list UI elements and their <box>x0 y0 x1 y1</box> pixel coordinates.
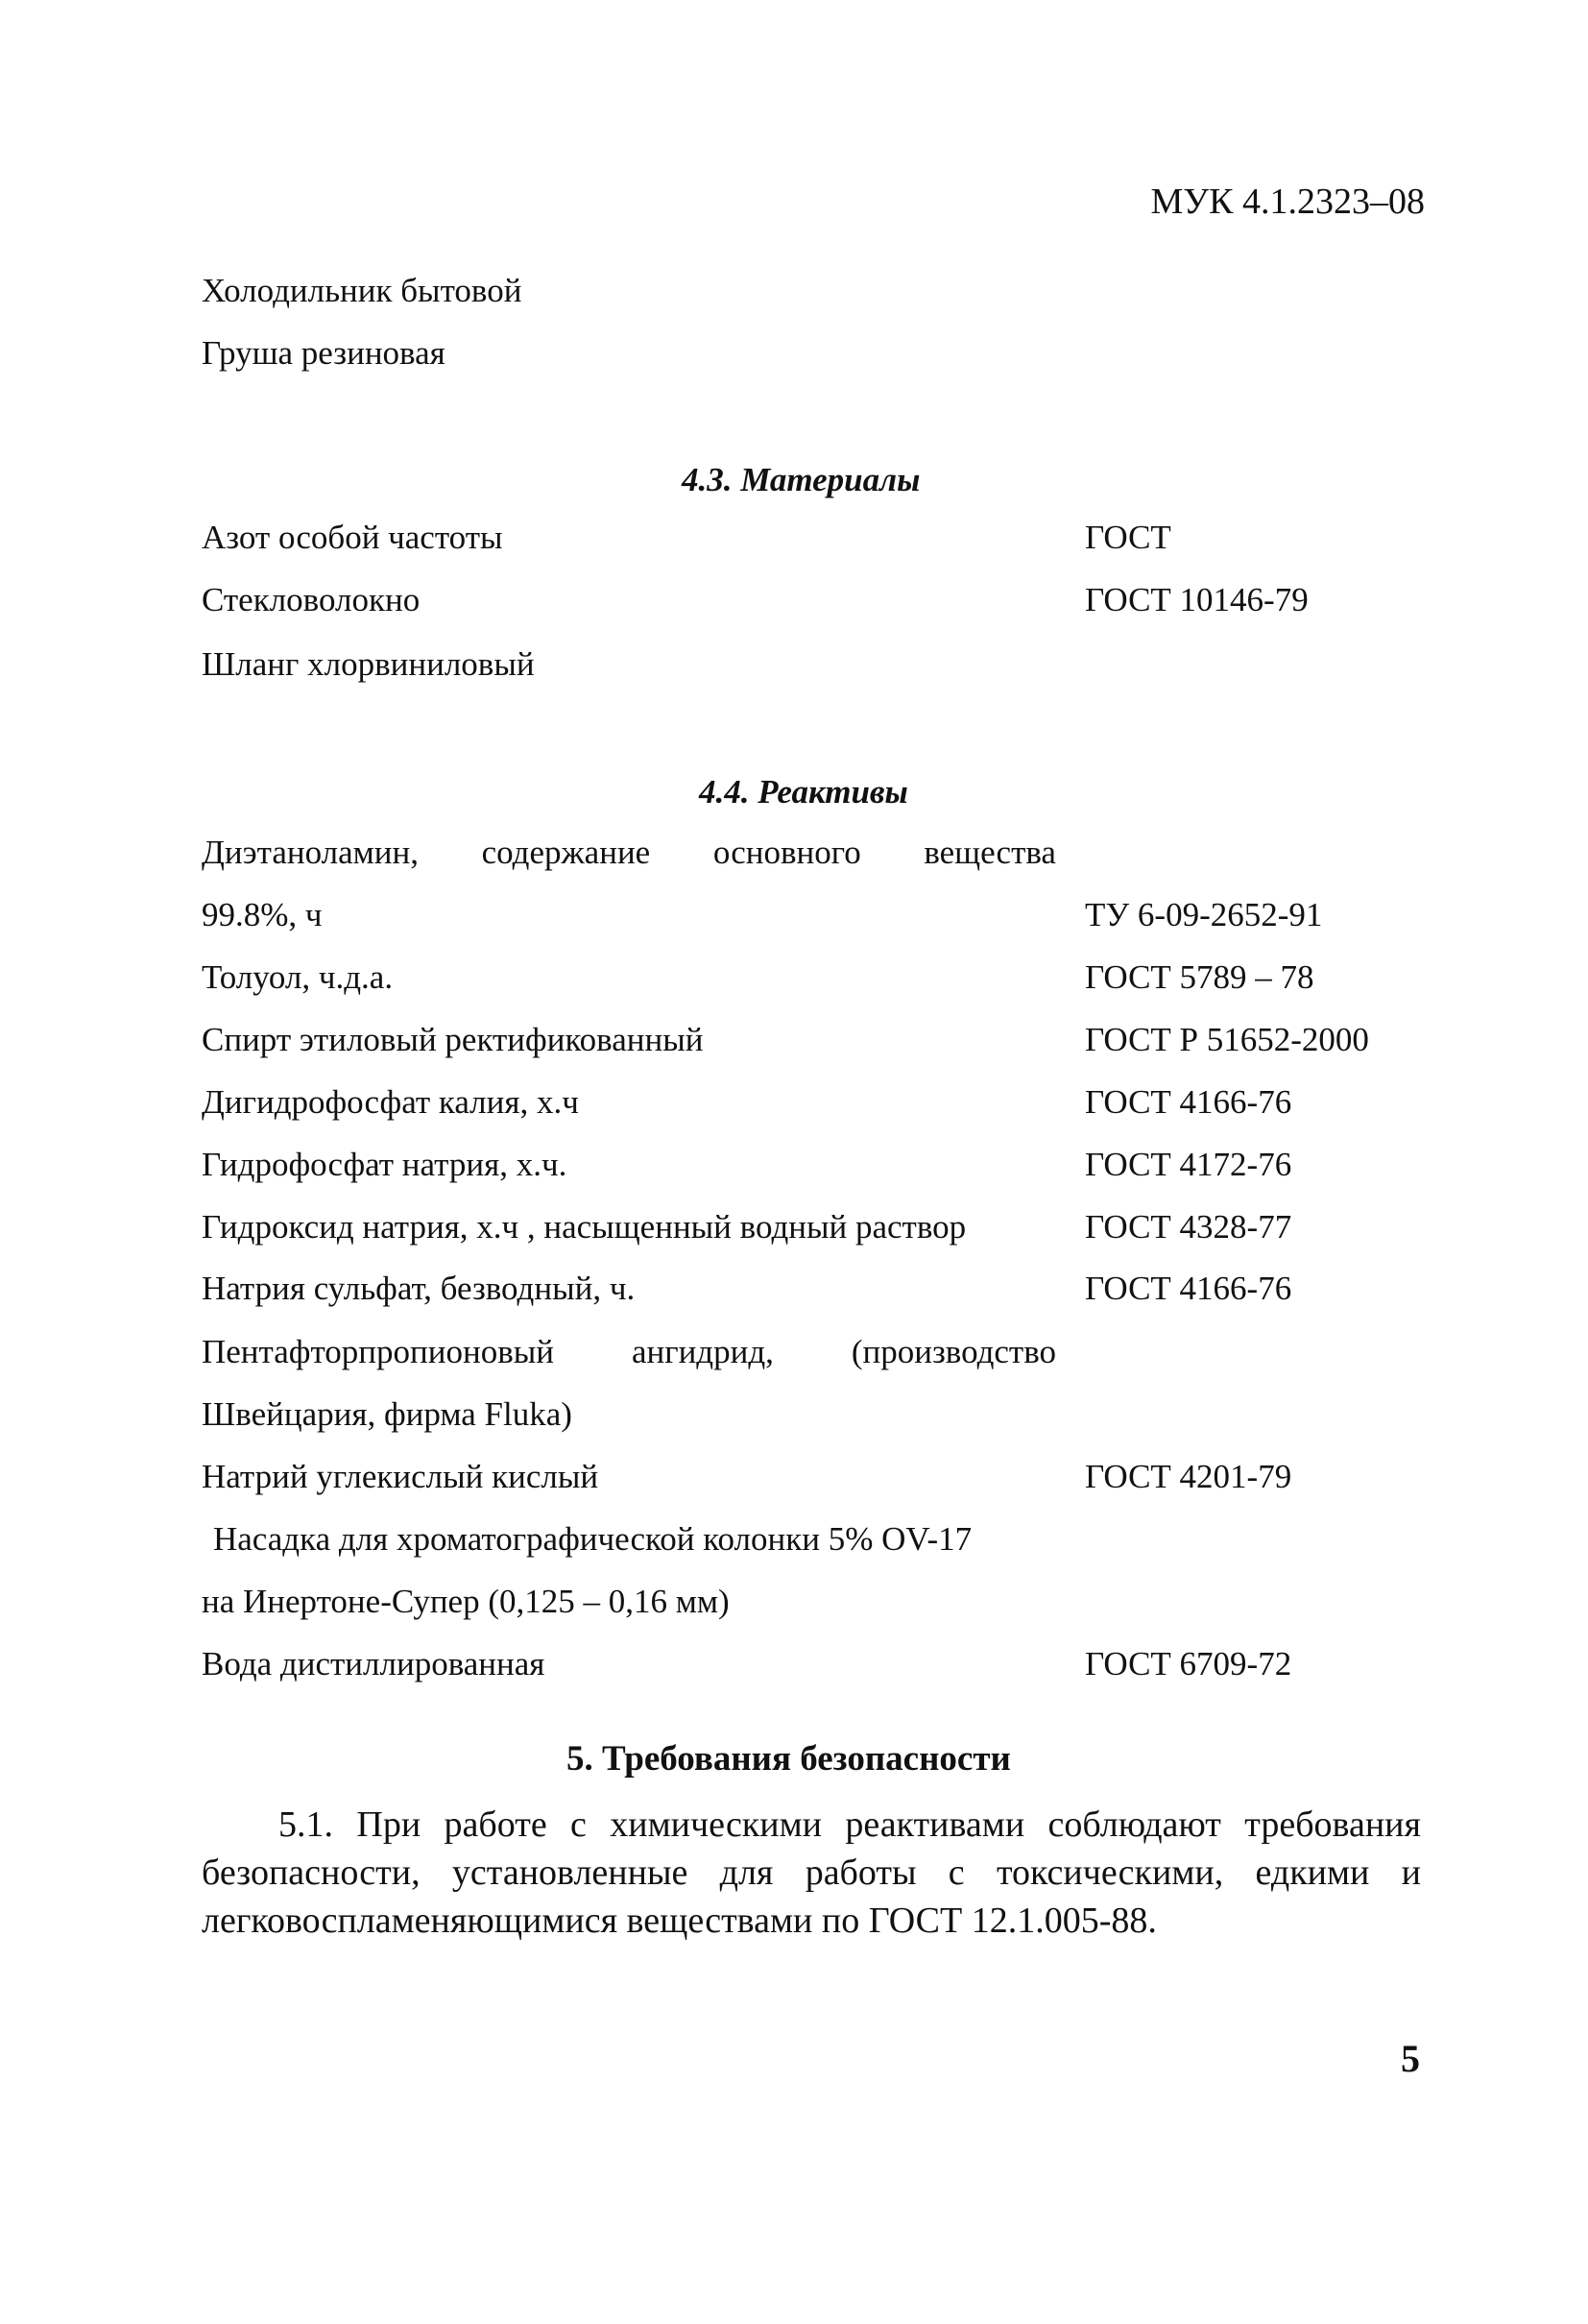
material-name: Азот особой частоты <box>202 519 503 556</box>
reagent-standard: ГОСТ 4166-76 <box>1085 1270 1292 1307</box>
word: вещества <box>924 834 1056 871</box>
safety-title: 5. Требования безопасности <box>566 1739 1011 1779</box>
reagent-name: Толуол, ч.д.а. <box>202 958 394 996</box>
material-standard: ГОСТ <box>1085 519 1171 556</box>
material-name: Стекловолокно <box>202 581 421 618</box>
reagent-diethanolamine-line <box>202 834 1056 872</box>
equipment-item: Холодильник бытовой <box>202 272 522 309</box>
word: содержание <box>481 834 651 871</box>
material-name: Шланг хлорвиниловый <box>202 645 535 683</box>
reagent-name: Насадка для хроматографической колонки 5% OV-17 <box>213 1520 973 1558</box>
word: (производство <box>851 1333 1056 1370</box>
reagent-name: Натрий углекислый кислый <box>202 1458 599 1495</box>
reagent-standard: ГОСТ Р 51652-2000 <box>1085 1021 1369 1058</box>
reagent-name: Спирт этиловый ректификованный <box>202 1021 704 1058</box>
reagent-name: Гидроксид натрия, х.ч , насыщенный водный раствор <box>202 1208 967 1246</box>
reagent-name: Гидрофосфат натрия, х.ч. <box>202 1146 567 1183</box>
equipment-item: Груша резиновая <box>202 334 445 372</box>
safety-line: легковоспламеняющимися веществами по ГОСТ 12.1.005-88. <box>202 1900 1157 1941</box>
materials-title: 4.3. Материалы <box>682 461 921 498</box>
reagent-name: Натрия сульфат, безводный, ч. <box>202 1270 636 1307</box>
word: Диэтаноламин, <box>202 834 420 871</box>
word: ангидрид, <box>631 1333 774 1370</box>
safety-paragraph <box>202 1801 1421 1945</box>
reagent-standard: ГОСТ 4201-79 <box>1085 1458 1292 1495</box>
reagent-pfp-line <box>202 1333 1056 1371</box>
reagents-title: 4.4. Реактивы <box>699 773 908 811</box>
page-number: 5 <box>1401 2037 1420 2080</box>
reagent-name-continued: 99.8%, ч <box>202 896 323 933</box>
reagent-standard: ТУ 6-09-2652-91 <box>1085 896 1323 933</box>
reagent-name-continued: на Инертоне-Супер (0,125 – 0,16 мм) <box>202 1583 730 1620</box>
word: Пентафторпропионовый <box>202 1333 555 1370</box>
reagent-standard: ГОСТ 5789 – 78 <box>1085 958 1314 996</box>
material-standard: ГОСТ 10146-79 <box>1085 581 1309 618</box>
reagent-standard: ГОСТ 4166-76 <box>1085 1083 1292 1121</box>
word: основного <box>712 834 861 871</box>
reagent-name-continued: Швейцария, фирма Fluka) <box>202 1395 572 1433</box>
safety-line: 5.1. При работе с химическими реактивами соблюдают требования <box>278 1804 1421 1845</box>
reagent-standard: ГОСТ 6709-72 <box>1085 1645 1292 1682</box>
document-code: МУК 4.1.2323–08 <box>1150 182 1425 222</box>
reagent-standard: ГОСТ 4172-76 <box>1085 1146 1292 1183</box>
reagent-name: Вода дистиллированная <box>202 1645 545 1682</box>
reagent-name: Дигидрофосфат калия, х.ч <box>202 1083 579 1121</box>
safety-line: безопасности, установленные для работы с токсическими, едкими и <box>202 1852 1421 1893</box>
reagent-standard: ГОСТ 4328-77 <box>1085 1208 1292 1246</box>
